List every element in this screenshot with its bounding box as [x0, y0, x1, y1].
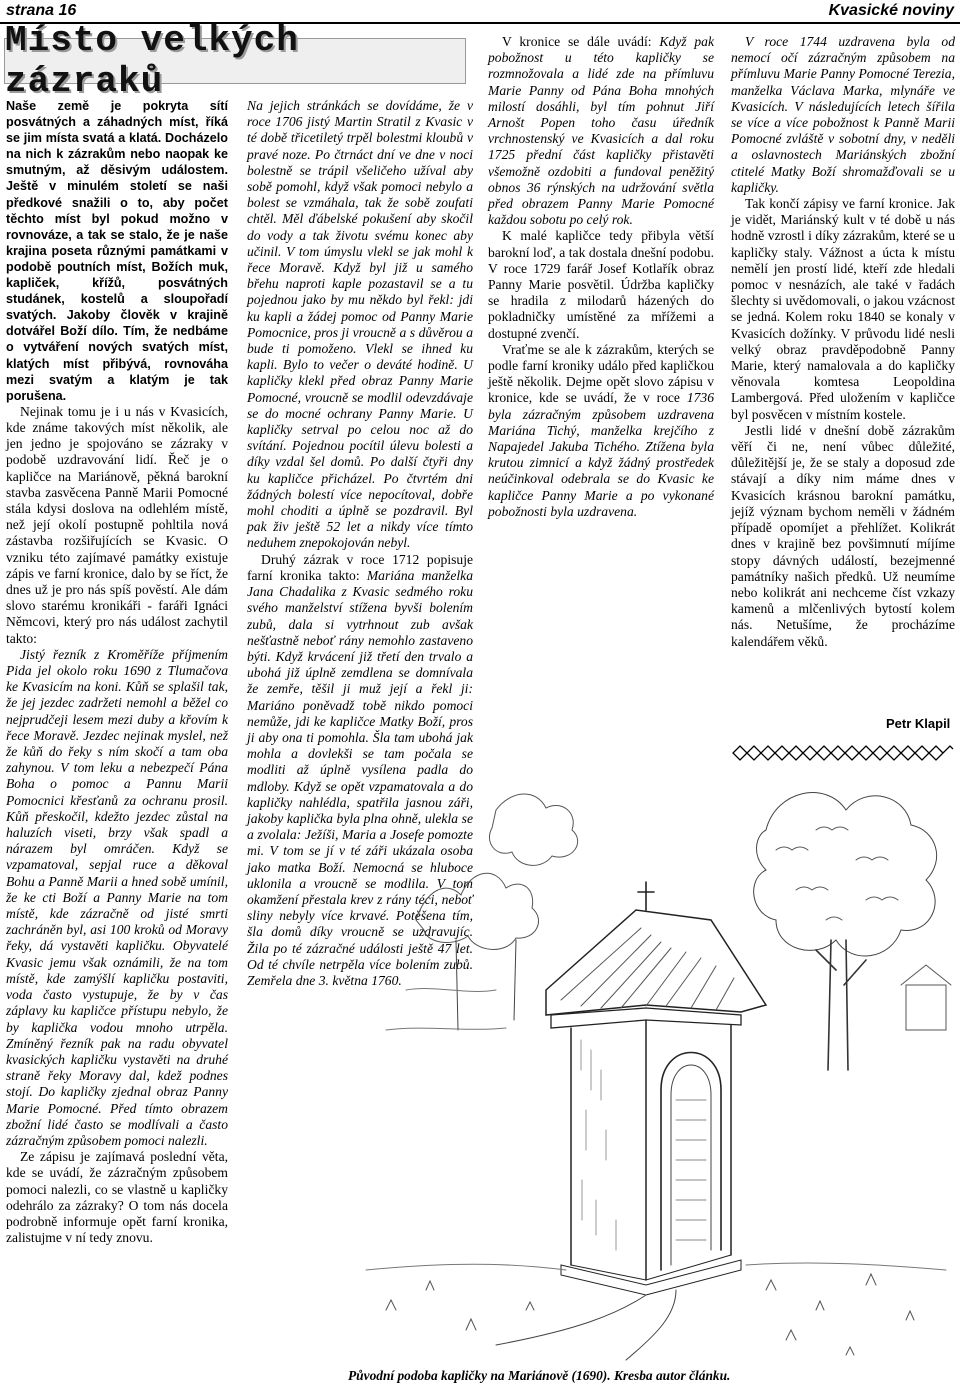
chronicle-quote: 1736 byla zázračným způsobem uzdravena Mariána Tichý, manželka krejčího z Napajedel Jakuba Tichého. Ztížena byla krutou zimnicí a když žádný prostředek neúčinkoval odebrala se do Kvasic ke kapličce Panny Marie a po vykonané pobožnosti byla uzdravena. [488, 390, 714, 519]
tree-foliage [489, 794, 577, 865]
chapel-wall [571, 1020, 731, 1280]
column-4 [731, 34, 955, 650]
paragraph [488, 342, 714, 520]
chronicle-quote: Když pak pobožnost u této kapličky se rozmnožovala a lidé zde na přímluvu Marie Panny od Pána Boha mnohých milostí dosáhli, byl tím pohnut Jiří Arnošt Popen toho času úředník vrchnostenský ve Kvasicích a dal roku 1725 přední část kapličky přistavěti všemožně ozdobiti a fundoval peněžitý obnos 36 rýnských na udržování světla před obrazem Panny Marie Pomocné každou sobotu po celý rok. [488, 34, 715, 228]
paragraph-intro: Druhý zázrak v roce 1712 popisuje farní kronika takto: [247, 551, 473, 583]
column-1 [6, 98, 228, 1246]
footpath [496, 1290, 676, 1360]
paragraph-intro: V kronice se dále uvádí: [502, 34, 652, 49]
chapel-cross [638, 882, 654, 910]
paragraph [488, 34, 714, 228]
chronicle-quote: Mariána manželka Jana Chadalika z Kvasic sedmého roku svého manželství stížena byvši bolením zubů, dala si vytrhnout zub avšak nešťastně neboť rány nemohlo zastaveno býti. Když krvácení již třetí den trvalo a ubohá již úplně zemdlena se domnívala že zemře, těšil ji muž její a řekl ji: Mariáno poněvadž tobě nikdo pomoci nemůže, jdi ke kapličce Matky Boží, pros ji aby ona ti pomohla. Šla tam ubohá jak mohla a dovlekši se tam počala se modliti až úplně vysílena padla do mdloby. Když se opět vzpamatovala a do kapličky nahlédla, spatřila jasnou záři, jakoby kaplička byla plna ohně, ulekla se a zvolala: Ježíši, Maria a Josefe pomozte mi. V tom se jí v té záři ukázala osoba jako matka Boží. Nemocná se hluboce uklonila a vroucně se modlila. V tom okamžení přestala krev z rány téci, neboť sliny nebyly více krvavé. Potěšena tím, šla domů díky vroucně se uzdravujíc. Žila po té zázračné události ještě 47 let. Od té chvíle netrpěla více bolením zubů. Zemřela dne 3. května 1760. [247, 567, 473, 988]
chapel-roof [546, 910, 766, 1015]
paragraph: Nejinak tomu je i u nás v Kvasicích, kde známe takových míst několik, ale jen jedno je spojováno se zázraky v podobě uzdravování lidí. Řeč je o kapličce na Mariánově, pěkná barokní stavba zasvěcena Panně Marii Pomocné stála kdysi doslova na odlehlém místě, než její okolí postupně pohltila nová zástavba rozšiřujících se Kvasic. O vzniku této zajímavé památky existuje zápis ve farní kronice, dalo by se říct, že dnes už je pro nás spíš pověstí. Ale dám slovo starému kronikáři - faráři Ignáci Němcovi, který pro nás událost zachytil takto: [6, 403, 228, 646]
paragraph: Tak končí zápisy ve farní kronice. Jak je vidět, Mariánský kult v té době u nás hodně vzrostl i díky zázrakům, které se u kapličky staly. Vážnost a úcta k místu nemělí jen prostí lidé, kteří zde hledali pomoc v nesnázích, ale také v řadách šlechty si uvědomovali, o jakou vzácnost se jedná. Kolem roku 1840 se konaly v Kvasicích dožínky. V průvodu lidé nesli velký obraz pravděpodobně Panny Marie, který namalovala a do kapličky věnovala komtesa Leopoldina Lambergová. Před uložením v kapličce byl posvěcen v místním kostele. [731, 196, 955, 422]
author-byline: Petr Klapil [886, 716, 951, 731]
chronicle-quote: V roce 1744 uzdravena byla od nemocí očí zázračným způsobem na přímluvu Marie Panny Pomocné Terezia, manželka Václava Marka, mlynáře ve Kvasicích. V následujících letech šířila se více a více pobožnost k Panně Marii Pomocné zvláště v sobotní dny, v neděli a oslavnostech Mariánských zbožní ctitelé Matky Boží shromažďovali se u kapličky. [731, 34, 955, 195]
article-lead: Naše země je pokryta sítí posvátných a záhadných míst, říká se jim místa svatá a klatá. Docházelo na nich k zázrakům nebo naopak ke smutným, až děsivým událostem. Ještě v minulém století se naši předkové snažili o to, aby počet těchto míst byl pokud možno v rovnováze, a tak se stalo, že je naše krajina poseta různými památkami v podobě poutních míst, Božích muk, kapliček, křížů, posvátných studánek, kostelů a sloupořadí svatých. Jakoby člověk v krajině dotvářel Boží dílo. Tím, že nedbáme o vytváření nových svatých míst, klatých míst přibývá, rovnováha mezi svatým a klatým je tak porušena. [6, 99, 228, 403]
chapel-arch [661, 1053, 721, 1271]
paragraph: Jestli lidé v dnešní době zázrakům věří či ne, není vůbec důležité, důležitější je, že se staly a doposud zde stávají a díky nim máme dnes v Kvasicích krásnou barokní památku, jejíž význam bychom neměli v žádném případě opomíjet a přehlížet. Kolikrát dnes v krajině bez povšimnutí míjíme stopy dávných událostí, bezejmenné památníky našich předků. Už neumíme nebo kolikrát ani nechceme číst vzkazy kamenů a mlčenlivých bytostí kolem nás. Netušíme, že procházíme kalendářem věků. [731, 422, 955, 649]
chronicle-quote: Na jejich stránkách se dovídáme, že v roce 1706 jistý Martin Stratil z Kvasic v té době třicetiletý trpěl bolestmi kloubů v pravé noze. Po čtrnáct dní ve dne v noci bolestně se trápil všeličeho užíval aby sobě pomohl, když však pomoci nebylo a bolest se vzmáhala, tak že sobě zoufati chtěl. Měl ďábelské pokušení aby skočil do vody a tak životu svému konec aby učinil. V tom úmyslu vlekl se jak mohl k řece Moravě. Když byl již u samého břehu naproti kaple pozastavil se a tu pojednou jako by mu někdo byl řekl: jdi ku kapli a žádej pomoc od Panny Marie Pomocnice, pros ji vroucně a s důvěrou a bude ti pomoženo. Vlekl se ihned ku kapli. Bylo to večer o deváté hodině. U kapličky klekl před obraz Panny Marie Pomocné, vroucně se modlil odevzdávaje se do mocné ochrany Panny Marie. U kapličky setrval po celou noc až do svítání. Pojednou pocítil úlevu bolesti a díky vzdal šel domů. Po další čtyři dny ku kapličce přicházel. Po čtvrtém dni žádných bolestí více nepocítoval, dobře mohl choditi a úplně se pozdravil. Byl pak živ ještě 52 let a nikdy více tímto neduhem znepokojován nebyl. [247, 98, 473, 551]
column-3 [488, 34, 714, 520]
article-title-box [4, 20, 466, 102]
paragraph: K malé kapličce tedy přibyla větší barokní loď, a tak dostala dnešní podobu. V roce 1729 farář Josef Kotlařík obraz Panny Marie posvětil. Údržba kapličky se hradila z milodarů házených do pokladničky umístěné za mřížemi a dostupné zvenčí. [488, 228, 714, 341]
ornament-divider [731, 745, 955, 761]
tree-foliage [416, 873, 539, 949]
illustration-caption: Původní podoba kapličky na Mariánově (1690). Kresba autor článku. [348, 1368, 731, 1383]
chapel-drawing [346, 770, 958, 1366]
paragraph: Ze zápisu je zajímavá poslední věta, kde se uvádí, že zázračným způsobem pomoci nalezli, co se vlastně u kapličky odehrálo za zázraky? O tom nás docela podrobně informuje opět farní kronika, zalistujme v ní tedy znovu. [6, 1149, 228, 1246]
tree-foliage [754, 793, 937, 956]
page-number: strana 16 [6, 2, 77, 19]
publication-name: Kvasické noviny [828, 2, 954, 19]
paragraph-intro: Vraťme se ale k zázrakům, kterých se podle farní kroniky událo před kapličkou ještě několik. Dejme opět slovo zápisu v kronice, kde se uvádí, že v roce [488, 341, 714, 406]
chronicle-quote: Jistý řezník z Kroměříže příjmením Pida jel okolo roku 1690 z Tlumačova ke Kvasicím na koni. Kůň se splašil tak, že jej jezdec zadržeti nemohl a běžel co nejprudčeji lesem mezi duby a křovím k řece Moravě. Jezdec nejinak myslel, než že kůň do řeky s ním skočí a tam oba zahynou. V tom leku a nebezpečí Pána Boha o pomoc a Pannu Marii Pomocnici křesťanů za ochranu prosil. Kůň přeskočil, kdežto jezdec zůstal na haluzích viseti, brzy však spadl a nárazem byl omráčen. Když se vzpamatoval, sepjal ruce a děkoval Bohu a Panně Marii a hned sobě umínil, že ke cti Boží a Panny Marie na tom místě, kde zázračně od jisté smrti zachráněn byl, asi 100 kroků od Moravy řeky, dá vystavěti kapličku. Obyvatelé Kvasic jemu však oznámili, že na tom místě, kde zamýšlí kapličku postaviti, voda často vystupuje, že by v čas záplavy ku kapličce přístupu nebylo, že by kaplička vodou mnoho utrpěla. Zmíněný řezník pak na radu obyvatel kvasických kapličku vystavěti na druhé straně řeky Moravy dal, kdež podnes stojí. Do kapličky zjednal obraz Panny Marie Pomocné. Před tímto obrazem zbožní lidé často se modlívali a často zázračným způsobem pomoci nalezli. [6, 646, 228, 1148]
article-title: Místo velkých zázraků [5, 20, 299, 102]
